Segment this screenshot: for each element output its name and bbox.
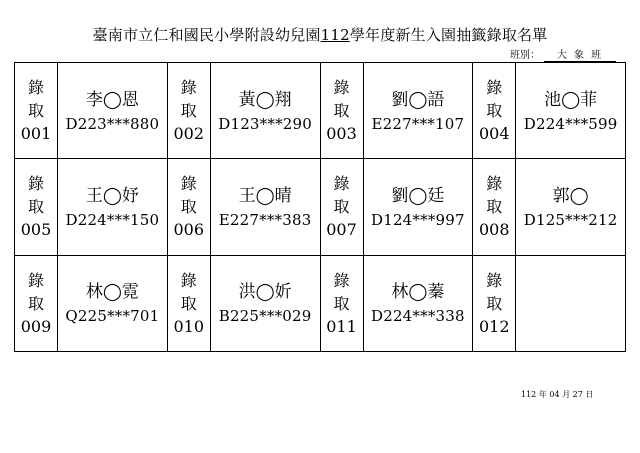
student-name: 林◯蓁 [391, 282, 445, 303]
admission-number: 001 [20, 124, 52, 144]
student-id-code: E227***383 [218, 210, 312, 229]
table-row [15, 63, 626, 159]
admission-number: 012 [478, 316, 510, 336]
student-info-cell [363, 63, 473, 159]
student-id-code: D125***212 [523, 210, 618, 229]
admission-number-cell [320, 159, 363, 255]
admission-label-char: 錄 [27, 78, 44, 98]
admission-number-cell [167, 159, 210, 255]
admission-label-char: 錄 [333, 78, 350, 98]
page-title [0, 24, 640, 45]
student-info-cell [516, 159, 626, 255]
admission-number-cell [320, 63, 363, 159]
student-info-cell [516, 63, 626, 159]
admission-table-body [15, 63, 626, 352]
admission-number: 009 [20, 316, 52, 336]
student-id-code: D223***880 [65, 114, 160, 133]
admission-number-cell [15, 159, 58, 255]
admission-label-char: 錄 [180, 174, 197, 194]
admission-label-char: 取 [27, 293, 44, 313]
admission-label-char: 取 [333, 293, 350, 313]
title-suffix: 學年度新生入園抽籤錄取名單 [349, 26, 548, 44]
admission-number-cell [167, 255, 210, 351]
admission-label-char: 取 [333, 101, 350, 121]
admission-label-char: 取 [180, 101, 197, 121]
student-id-code: E227***107 [371, 114, 465, 133]
student-name: 黃◯翔 [238, 89, 292, 110]
student-name: 劉◯語 [391, 89, 445, 110]
admission-number: 006 [173, 220, 205, 240]
admission-number-cell [15, 63, 58, 159]
admission-number: 005 [20, 220, 52, 240]
student-id-code: Q225***701 [65, 307, 160, 326]
student-id-code: D123***290 [218, 114, 313, 133]
admission-number: 011 [326, 316, 357, 336]
student-info-cell [363, 159, 473, 255]
admission-number-cell [167, 63, 210, 159]
admission-label-char: 錄 [180, 270, 197, 290]
student-info-cell [516, 255, 626, 351]
admission-label-char: 錄 [333, 174, 350, 194]
student-name: 劉◯廷 [391, 185, 445, 206]
class-line [510, 46, 616, 62]
admission-number: 002 [173, 124, 205, 144]
student-name: 郭◯ [552, 185, 589, 206]
admission-label-char: 錄 [486, 270, 503, 290]
student-id-code: D224***599 [523, 114, 618, 133]
admission-number-cell [473, 255, 516, 351]
student-id-code: D124***997 [370, 210, 465, 229]
admission-label-char: 取 [486, 197, 503, 217]
student-name: 李◯恩 [85, 89, 139, 110]
student-id-code: D224***150 [65, 210, 160, 229]
student-info-cell [210, 63, 320, 159]
student-id-code: B225***029 [218, 307, 312, 326]
admission-label-char: 取 [486, 101, 503, 121]
title-prefix: 臺南市立仁和國民小學附設幼兒園 [92, 26, 321, 44]
admission-number: 003 [326, 124, 357, 144]
student-info-cell [210, 255, 320, 351]
student-id-code: D224***338 [370, 307, 465, 326]
admission-table [14, 62, 626, 352]
student-name: 王◯晴 [238, 185, 292, 206]
admission-label-char: 錄 [27, 174, 44, 194]
admission-label-char: 錄 [180, 78, 197, 98]
student-info-cell [58, 255, 168, 351]
student-name: 林◯霓 [85, 282, 139, 303]
student-info-cell [363, 255, 473, 351]
student-name: 王◯妤 [85, 185, 139, 206]
title-year: 112 [320, 26, 350, 44]
admission-label-char: 取 [180, 293, 197, 313]
admission-number-cell [15, 255, 58, 351]
student-info-cell [58, 159, 168, 255]
table-row [15, 159, 626, 255]
document-date: 112 年 04 月 27 日 [521, 390, 594, 399]
admission-number-cell [320, 255, 363, 351]
admission-label-char: 取 [486, 293, 503, 313]
admission-label-char: 取 [180, 197, 197, 217]
student-name: 池◯菲 [544, 89, 598, 110]
student-info-cell [58, 63, 168, 159]
class-label: 班別： [510, 50, 540, 61]
class-value: 大 象 班 [544, 46, 616, 62]
admission-number: 010 [173, 316, 205, 336]
admission-label-char: 取 [27, 197, 44, 217]
student-name: 洪◯妡 [238, 282, 292, 303]
admission-number: 004 [478, 124, 510, 144]
admission-number: 008 [478, 220, 510, 240]
admission-label-char: 錄 [486, 78, 503, 98]
admission-number-cell [473, 159, 516, 255]
admission-number-cell [473, 63, 516, 159]
admission-label-char: 錄 [486, 174, 503, 194]
admission-label-char: 取 [27, 101, 44, 121]
admission-label-char: 錄 [27, 270, 44, 290]
table-row [15, 255, 626, 351]
admission-label-char: 錄 [333, 270, 350, 290]
student-info-cell [210, 159, 320, 255]
admission-number: 007 [326, 220, 357, 240]
admission-label-char: 取 [333, 197, 350, 217]
